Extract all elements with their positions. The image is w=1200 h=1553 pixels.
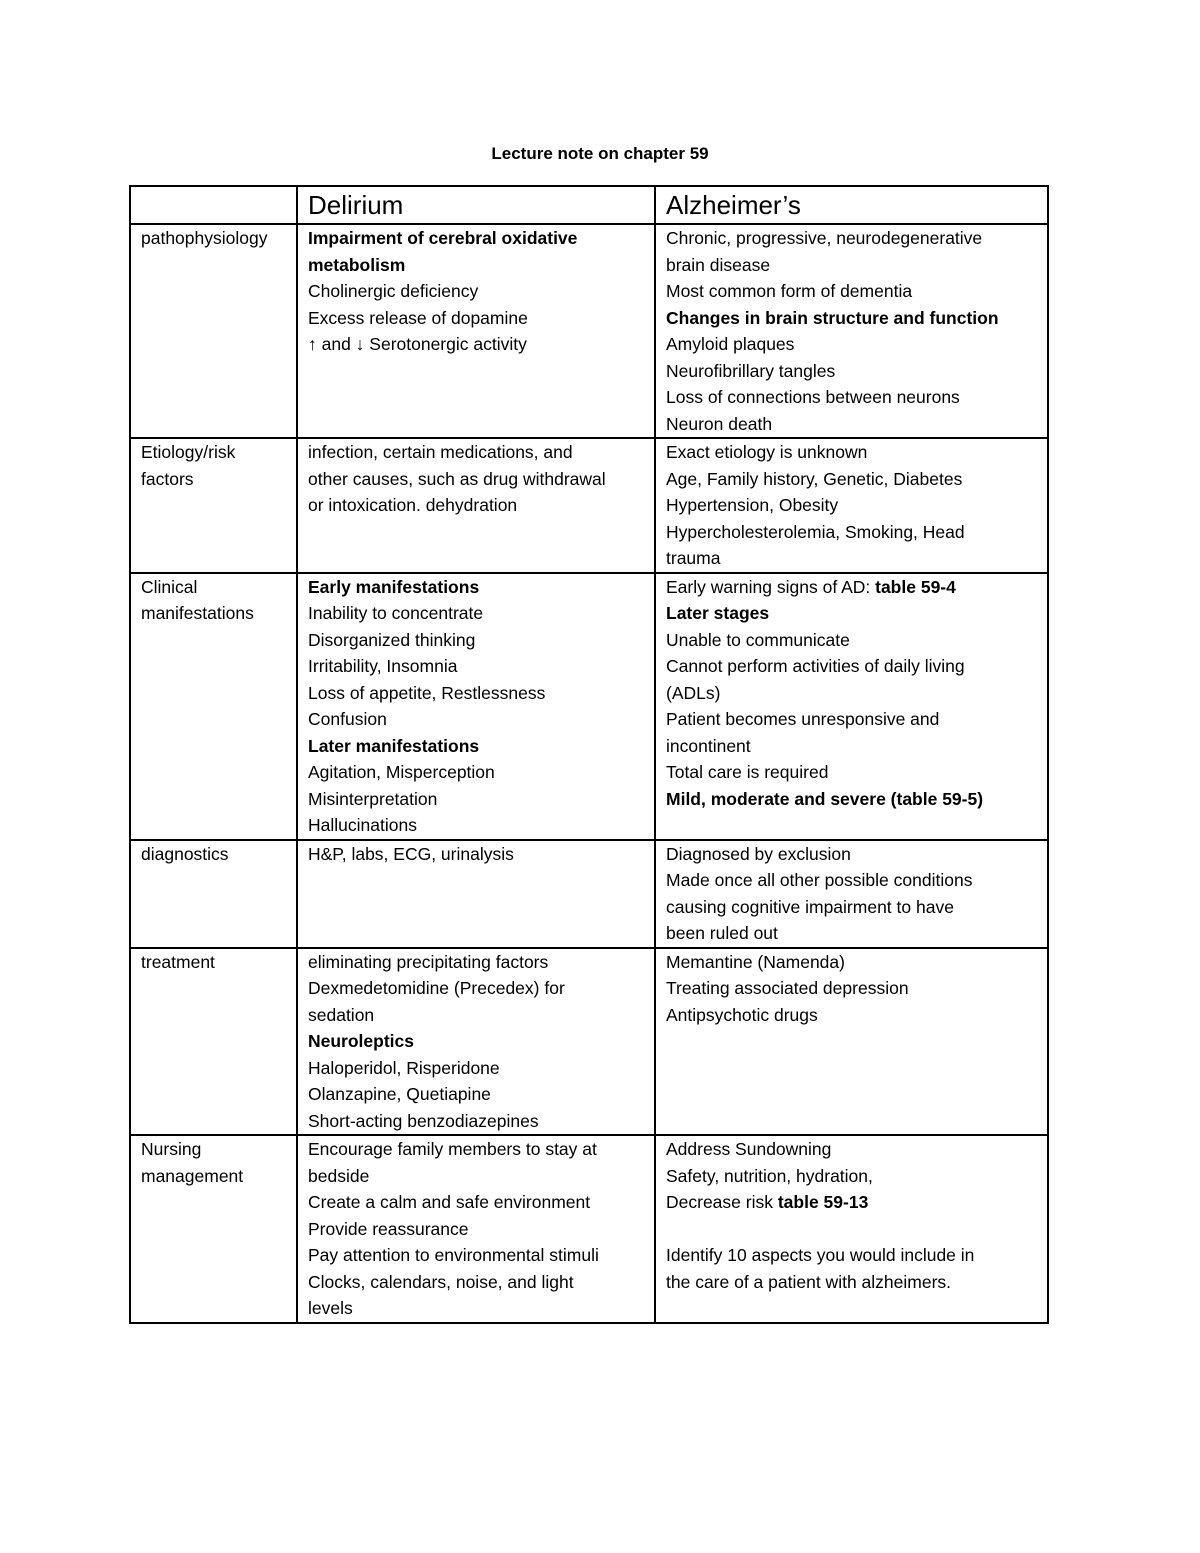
line-text: Early manifestations xyxy=(308,576,480,597)
alzheimers-cell xyxy=(655,948,1048,1136)
cell-line xyxy=(308,278,644,305)
cell-line xyxy=(308,439,644,466)
cell-line xyxy=(308,1055,644,1082)
table-row xyxy=(130,573,1048,840)
line-text: Amyloid plaques xyxy=(666,334,795,354)
cell-line xyxy=(666,867,1037,894)
line-text: Create a calm and safe environment xyxy=(308,1192,591,1212)
cell-line xyxy=(308,975,644,1002)
alzheimers-cell xyxy=(655,840,1048,948)
cell-line xyxy=(308,759,644,786)
line-text: Excess release of dopamine xyxy=(308,307,528,328)
line-text: Changes in brain structure and function xyxy=(666,307,999,328)
cell-line xyxy=(666,841,1037,868)
line-text: Olanzapine, Quetiapine xyxy=(308,1084,491,1104)
cell-line xyxy=(308,1216,644,1243)
header-corner-cell xyxy=(130,186,297,224)
line-text: incontinent xyxy=(666,735,751,756)
line-text: Patient becomes unresponsive and xyxy=(666,709,940,729)
line-text: Cholinergic deficiency xyxy=(308,281,479,301)
cell-line xyxy=(666,680,1037,707)
line-text: Exact etiology is unknown xyxy=(666,442,868,462)
line-text: levels xyxy=(308,1298,353,1318)
cell-line xyxy=(666,1002,1037,1029)
line-text: Neurofibrillary tangles xyxy=(666,360,836,381)
cell-line xyxy=(666,278,1037,305)
line-text: infection, certain medications, and xyxy=(308,442,573,462)
line-text: other causes, such as drug withdrawal xyxy=(308,468,606,489)
line-text: Hypercholesterolemia, Smoking, Head xyxy=(666,521,965,542)
alzheimers-cell xyxy=(655,573,1048,840)
cell-line xyxy=(308,1028,644,1055)
row-label: diagnostics xyxy=(141,843,229,864)
line-text: H&P, labs, ECG, urinalysis xyxy=(308,843,514,864)
table-row xyxy=(130,438,1048,573)
cell-line xyxy=(308,949,644,976)
cell-line xyxy=(666,627,1037,654)
delirium-cell xyxy=(297,573,655,840)
row-label-cell xyxy=(130,948,297,1136)
cell-line xyxy=(666,975,1037,1002)
cell-line xyxy=(308,1002,644,1029)
alzheimers-cell xyxy=(655,224,1048,438)
line-text: Decrease risk xyxy=(666,1192,778,1212)
line-text: Encourage family members to stay at xyxy=(308,1139,597,1159)
page-title: Lecture note on chapter 59 xyxy=(491,144,709,163)
line-text: Hypertension, Obesity xyxy=(666,495,839,515)
row-label: Etiology/risk factors xyxy=(141,442,236,489)
cell-line xyxy=(308,627,644,654)
line-text: Impairment of cerebral oxidative xyxy=(308,228,578,248)
cell-line xyxy=(308,1081,644,1108)
line-text: metabolism xyxy=(308,254,406,275)
comparison-table xyxy=(129,185,1049,1324)
cell-line xyxy=(308,812,644,839)
cell-line xyxy=(666,439,1037,466)
cell-line xyxy=(666,1136,1037,1163)
cell-line xyxy=(308,305,644,332)
row-label-cell xyxy=(130,840,297,948)
cell-line xyxy=(666,894,1037,921)
line-text: (ADLs) xyxy=(666,682,721,703)
line-text: Total care is required xyxy=(666,762,829,782)
cell-line xyxy=(308,841,644,868)
row-label-cell xyxy=(130,224,297,438)
table-reference: table 59-13 xyxy=(777,1192,869,1212)
line-text: Treating associated depression xyxy=(666,978,909,998)
line-text: or intoxication. dehydration xyxy=(308,495,518,515)
cell-line xyxy=(308,225,644,252)
line-text: Made once all other possible conditions xyxy=(666,870,973,890)
cell-line xyxy=(666,492,1037,519)
delirium-cell xyxy=(297,1135,655,1323)
table-row xyxy=(130,948,1048,1136)
alzheimers-cell xyxy=(655,438,1048,573)
header-alzheimers: Alzheimer’s xyxy=(655,186,1048,224)
row-label-cell xyxy=(130,1135,297,1323)
line-text: Later manifestations xyxy=(308,735,480,756)
line-text: brain disease xyxy=(666,254,771,275)
line-text: Confusion xyxy=(308,709,387,729)
cell-line xyxy=(666,331,1037,358)
line-text: Age, Family history, Genetic, Diabetes xyxy=(666,468,963,489)
cell-line xyxy=(666,949,1037,976)
line-text: Mild, moderate and severe (table 59-5) xyxy=(666,788,984,809)
cell-line xyxy=(666,574,1037,601)
line-text: Loss of appetite, Restlessness xyxy=(308,682,546,703)
cell-line xyxy=(308,680,644,707)
delirium-cell xyxy=(297,948,655,1136)
line-text: sedation xyxy=(308,1004,375,1025)
line-text: Agitation, Misperception xyxy=(308,762,495,782)
table-reference: table 59-4 xyxy=(875,576,956,597)
line-text: Loss of connections between neurons xyxy=(666,387,960,407)
line-text: causing cognitive impairment to have xyxy=(666,896,954,917)
line-text: Hallucinations xyxy=(308,815,417,835)
line-text: Provide reassurance xyxy=(308,1218,469,1239)
cell-line xyxy=(308,1136,644,1163)
line-text: Later stages xyxy=(666,603,770,623)
cell-line xyxy=(666,466,1037,493)
line-text: Pay attention to environmental stimuli xyxy=(308,1245,599,1265)
cell-line xyxy=(666,411,1037,438)
table-body xyxy=(130,224,1048,1323)
line-text: trauma xyxy=(666,548,721,568)
cell-line xyxy=(308,706,644,733)
line-text: eliminating precipitating factors xyxy=(308,951,549,972)
cell-line xyxy=(308,1108,644,1135)
cell-line xyxy=(666,1242,1037,1269)
cell-line xyxy=(308,466,644,493)
cell-line xyxy=(666,786,1037,813)
line-text: Most common form of dementia xyxy=(666,281,913,301)
cell-line xyxy=(666,600,1037,627)
cell-line xyxy=(666,759,1037,786)
cell-line xyxy=(308,574,644,601)
cell-line xyxy=(666,252,1037,279)
line-text: Short-acting benzodiazepines xyxy=(308,1110,539,1131)
line-text: Memantine (Namenda) xyxy=(666,951,845,972)
row-label-cell xyxy=(130,438,297,573)
cell-line xyxy=(666,653,1037,680)
line-text: Cannot perform activities of daily living xyxy=(666,656,965,676)
table-row xyxy=(130,224,1048,438)
cell-line xyxy=(308,492,644,519)
cell-line xyxy=(666,920,1037,947)
row-label: treatment xyxy=(141,951,215,972)
delirium-cell xyxy=(297,438,655,573)
line-text: Safety, nutrition, hydration, xyxy=(666,1165,873,1186)
cell-line xyxy=(666,733,1037,760)
line-text: Haloperidol, Risperidone xyxy=(308,1057,500,1078)
cell-line xyxy=(666,1163,1037,1190)
line-text: Identify 10 aspects you would include in xyxy=(666,1245,975,1265)
header-delirium: Delirium xyxy=(297,186,655,224)
line-text: Misinterpretation xyxy=(308,788,438,809)
line-text: Unable to communicate xyxy=(666,629,850,650)
cell-line xyxy=(308,1295,644,1322)
line-text: Clocks, calendars, noise, and light xyxy=(308,1271,574,1292)
line-text: Diagnosed by exclusion xyxy=(666,843,851,864)
line-text: Address Sundowning xyxy=(666,1139,832,1159)
cell-line xyxy=(308,252,644,279)
line-text: Chronic, progressive, neurodegenerative xyxy=(666,228,983,248)
cell-line xyxy=(666,1189,1037,1216)
cell-line xyxy=(666,358,1037,385)
line-text: been ruled out xyxy=(666,923,778,943)
table-row xyxy=(130,840,1048,948)
line-text: the care of a patient with alzheimers. xyxy=(666,1271,952,1292)
table-row xyxy=(130,1135,1048,1323)
delirium-cell xyxy=(297,224,655,438)
cell-line xyxy=(308,1242,644,1269)
line-text: Early warning signs of AD: xyxy=(666,576,876,597)
line-text: Dexmedetomidine (Precedex) for xyxy=(308,978,565,998)
cell-line xyxy=(308,653,644,680)
row-label-cell xyxy=(130,573,297,840)
cell-line xyxy=(666,545,1037,572)
cell-line xyxy=(308,786,644,813)
cell-line xyxy=(308,733,644,760)
line-text: Irritability, Insomnia xyxy=(308,656,458,676)
line-text: Inability to concentrate xyxy=(308,603,484,623)
cell-line xyxy=(308,1163,644,1190)
delirium-cell xyxy=(297,840,655,948)
row-label: pathophysiology xyxy=(141,228,268,248)
cell-line xyxy=(666,225,1037,252)
line-text: ↑ and ↓ Serotonergic activity xyxy=(308,334,527,354)
cell-line xyxy=(308,1269,644,1296)
cell-line xyxy=(308,331,644,358)
cell-line xyxy=(666,519,1037,546)
row-label: Nursing management xyxy=(141,1139,244,1186)
line-text: Antipsychotic drugs xyxy=(666,1004,818,1025)
cell-line xyxy=(308,600,644,627)
line-text: Neuroleptics xyxy=(308,1031,414,1051)
cell-line xyxy=(666,384,1037,411)
blank-line xyxy=(666,1216,1037,1243)
cell-line xyxy=(666,1269,1037,1296)
cell-line xyxy=(308,1189,644,1216)
cell-line xyxy=(666,305,1037,332)
line-text: Disorganized thinking xyxy=(308,629,476,650)
line-text: bedside xyxy=(308,1165,370,1186)
row-label: Clinical manifestations xyxy=(141,576,254,623)
alzheimers-cell xyxy=(655,1135,1048,1323)
line-text: Neuron death xyxy=(666,413,773,434)
cell-line xyxy=(666,706,1037,733)
table-header-row xyxy=(130,186,1048,224)
